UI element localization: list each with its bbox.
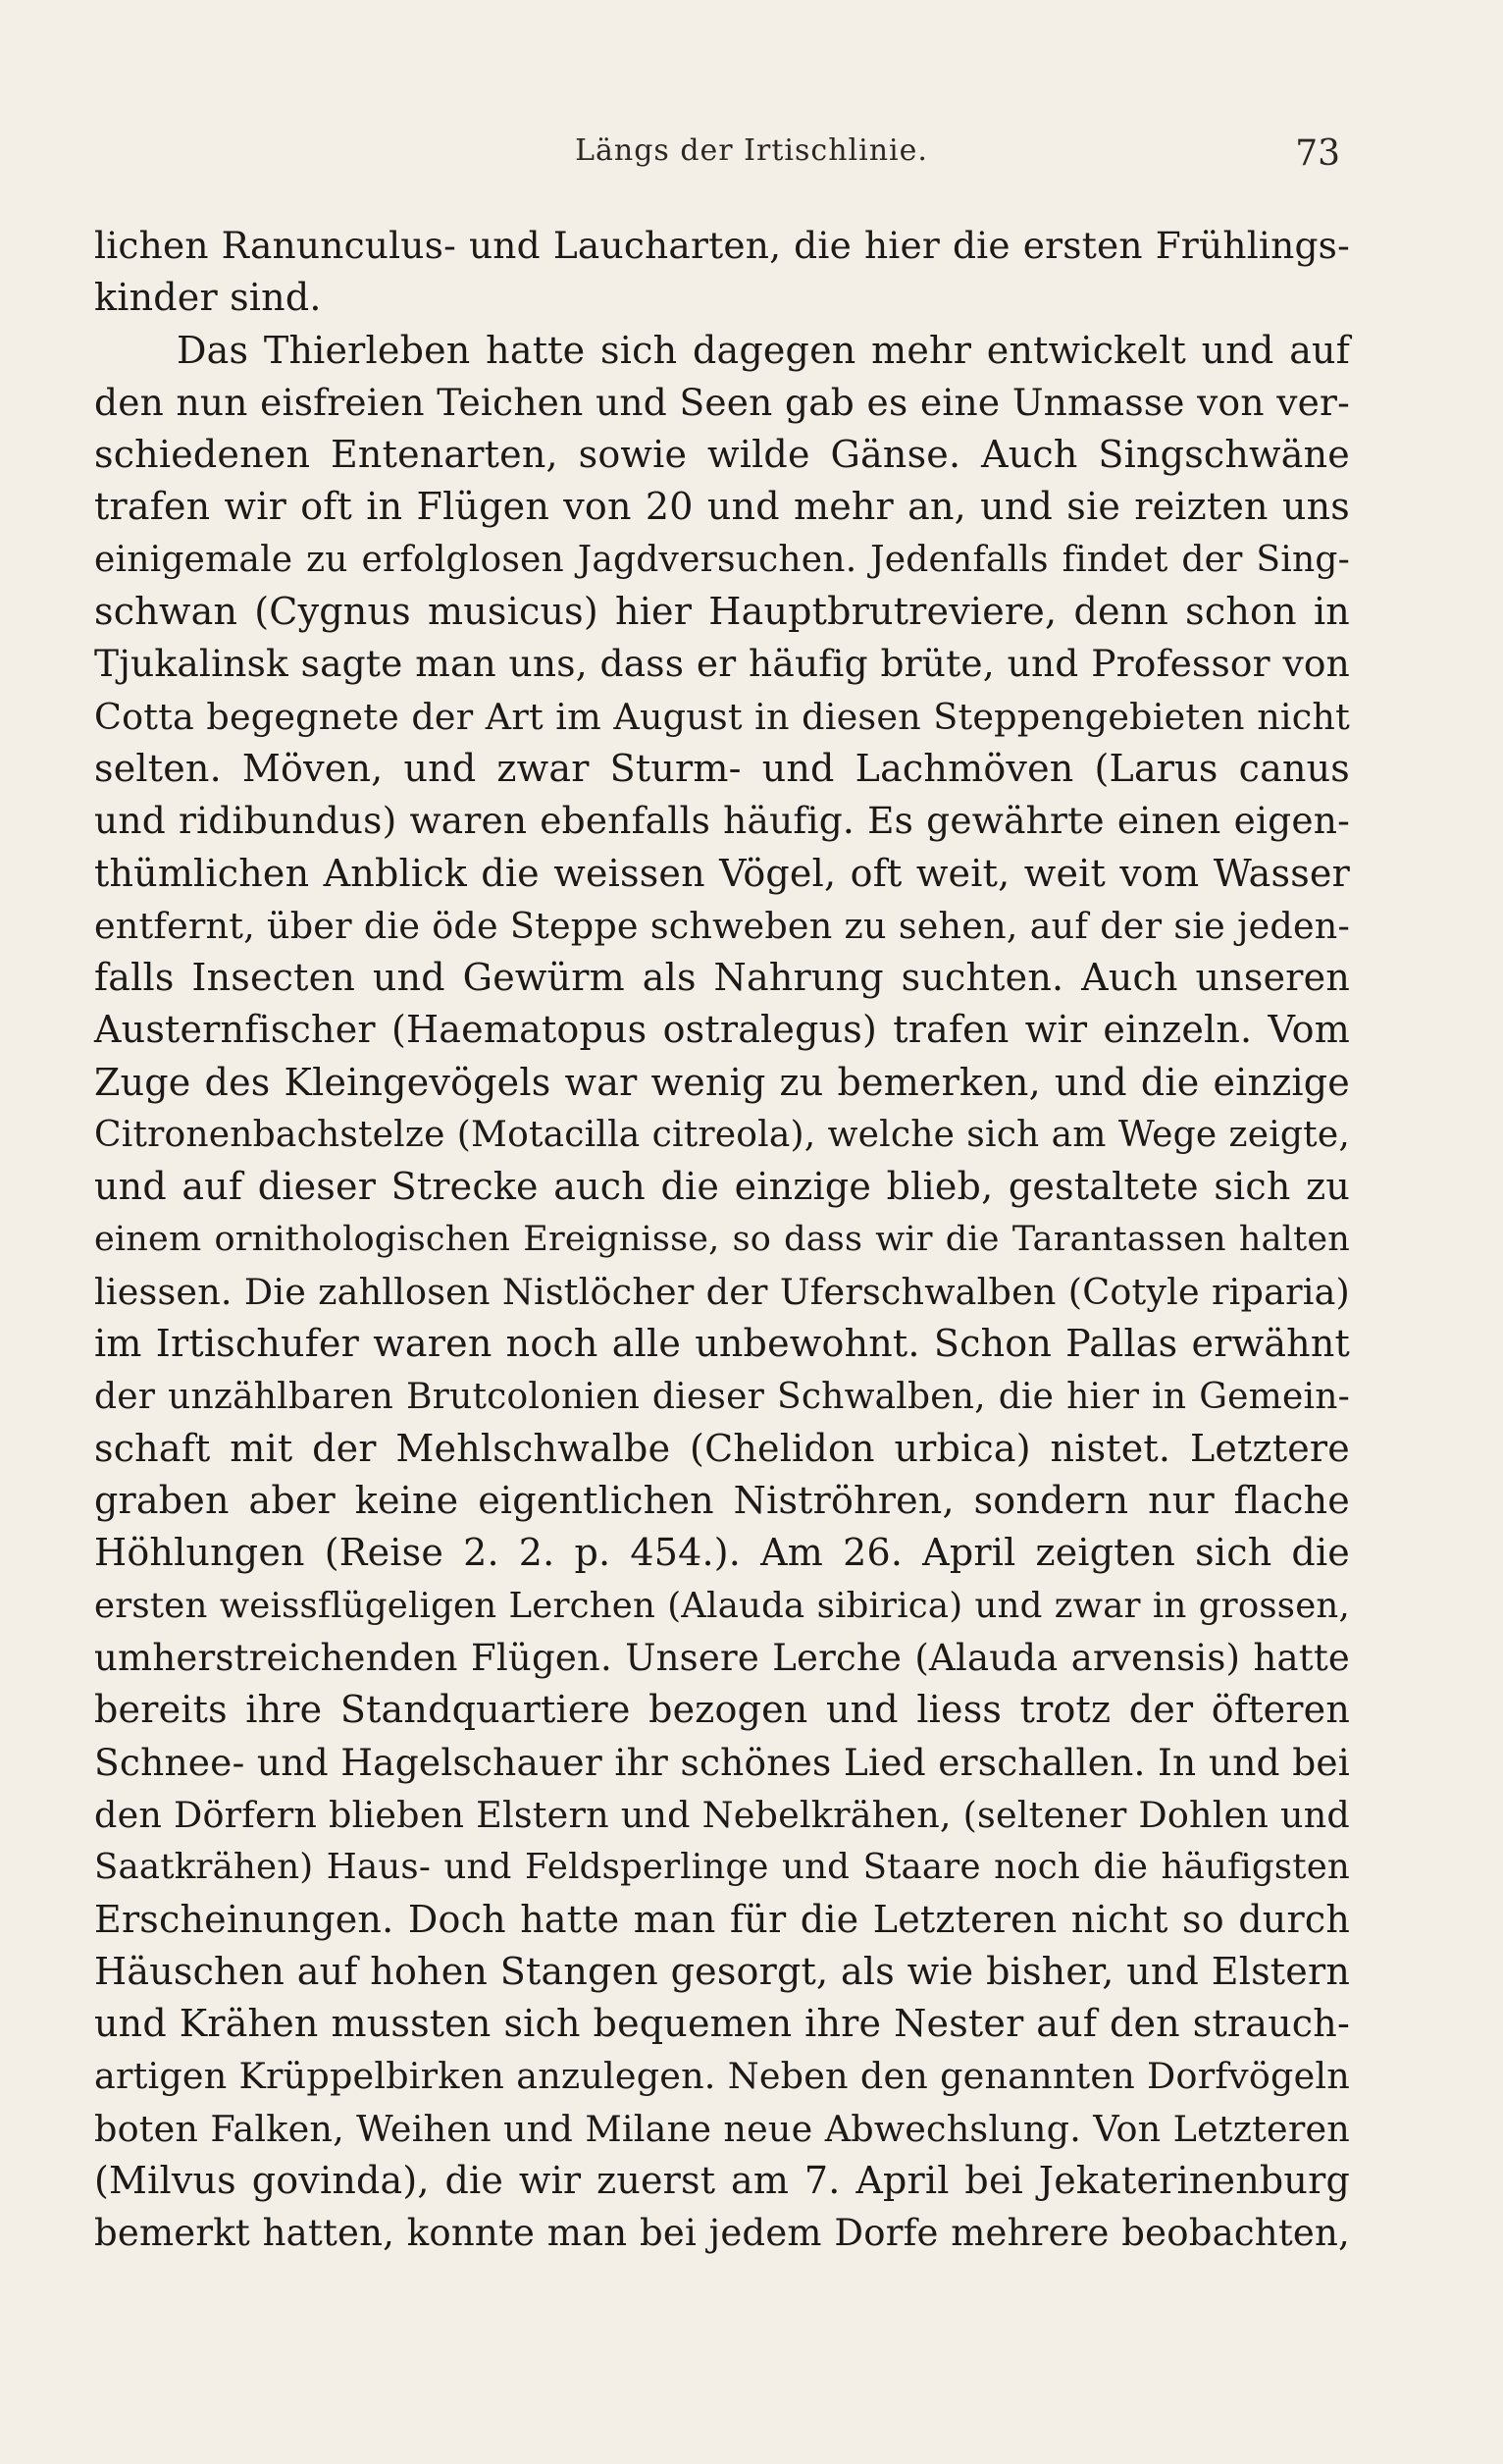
text-line: Höhlungen (Reise 2. 2. p. 454.). Am 26. April zeigten sich die — [94, 1531, 1350, 1575]
page-number: 73 — [1295, 133, 1340, 174]
body-text — [94, 220, 1350, 2260]
text-line: graben aber keine eigentlichen Niströhren, sondern nur flache — [94, 1479, 1350, 1523]
text-line: schiedenen Entenarten, sowie wilde Gänse. Auch Singschwäne — [94, 433, 1350, 477]
text-line: und auf dieser Strecke auch die einzige blieb, gestaltete sich zu — [94, 1165, 1350, 1209]
text-line: kinder sind. — [94, 276, 322, 320]
text-line: Schnee- und Hagelschauer ihr schönes Lied erschallen. In und bei — [94, 1740, 1350, 1784]
text-line: und ridibundus) waren ebenfalls häufig. Es gewährte einen eigen- — [94, 799, 1350, 843]
text-line: im Irtischufer waren noch alle unbewohnt. Schon Pallas erwähnt — [94, 1322, 1350, 1366]
text-line: der unzählbaren Brutcolonien dieser Schwalben, die hier in Gemein- — [94, 1376, 1350, 1417]
text-line: umherstreichenden Flügen. Unsere Lerche (Alauda arvensis) hatte — [94, 1637, 1350, 1680]
text-line: Zuge des Kleingevögels war wenig zu bemerken, und die einzige — [94, 1060, 1350, 1104]
text-line: lichen Ranunculus- und Laucharten, die hier die ersten Frühlings- — [94, 224, 1350, 267]
text-line: ersten weissflügeligen Lerchen (Alauda sibirica) und zwar in grossen, — [94, 1585, 1350, 1626]
running-title: Längs der Irtischlinie. — [575, 133, 928, 168]
text-line: falls Insecten und Gewürm als Nahrung suchten. Auch unseren — [94, 956, 1350, 1000]
text-line: liessen. Die zahllosen Nistlöcher der Uferschwalben (Cotyle riparia) — [94, 1270, 1350, 1313]
text-line: Cotta begegnete der Art im August in diesen Steppengebieten nicht — [94, 695, 1350, 738]
text-line: bemerkt hatten, konnte man bei jedem Dorfe mehrere beobachten, — [94, 2212, 1350, 2255]
text-line: einem ornithologischen Ereignisse, so dass wir die Tarantassen halten — [94, 1219, 1350, 1259]
text-line: einigemale zu erfolglosen Jagdversuchen. Jedenfalls findet der Sing- — [94, 539, 1350, 580]
text-line: trafen wir oft in Flügen von 20 und mehr an, und sie reizten uns — [94, 485, 1350, 529]
text-line: schaft mit der Mehlschwalbe (Chelidon urbica) nistet. Letztere — [94, 1426, 1350, 1470]
text-line: thümlichen Anblick die weissen Vögel, oft weit, weit vom Wasser — [94, 851, 1350, 895]
text-line: Tjukalinsk sagte man uns, dass er häufig brüte, und Professor von — [94, 642, 1350, 686]
text-line: Saatkrähen) Haus- und Feldsperlinge und Staare noch die häufigsten — [94, 1847, 1350, 1888]
running-head — [0, 133, 1503, 177]
text-line: Austernfischer (Haematopus ostralegus) trafen wir einzeln. Vom — [94, 1008, 1350, 1052]
text-line: Häuschen auf hohen Stangen gesorgt, als wie bisher, und Elstern — [94, 1949, 1350, 1993]
text-line: Citronenbachstelze (Motacilla citreola), welche sich am Wege zeigte, — [94, 1115, 1350, 1156]
text-line: Erscheinungen. Doch hatte man für die Letzteren nicht so durch — [94, 1897, 1350, 1941]
text-line: den Dörfern blieben Elstern und Nebelkrähen, (seltener Dohlen und — [94, 1793, 1350, 1836]
text-line: den nun eisfreien Teichen und Seen gab es eine Unmasse von ver- — [94, 380, 1350, 424]
text-line: entfernt, über die öde Steppe schweben zu sehen, auf der sie jeden- — [94, 904, 1350, 947]
text-line: und Krähen mussten sich bequemen ihre Nester auf den strauch- — [94, 2002, 1350, 2046]
text-line: artigen Krüppelbirken anzulegen. Neben den genannten Dorfvögeln — [94, 2055, 1350, 2098]
text-line: (Milvus govinda), die wir zuerst am 7. April bei Jekaterinenburg — [94, 2158, 1350, 2202]
text-line: schwan (Cygnus musicus) hier Hauptbrutreviere, denn schon in — [94, 590, 1350, 634]
text-line: bereits ihre Standquartiere bezogen und liess trotz der öfteren — [94, 1688, 1350, 1732]
text-line: boten Falken, Weihen und Milane neue Abwechslung. Von Letzteren — [94, 2107, 1350, 2150]
text-line: selten. Möven, und zwar Sturm- und Lachmöven (Larus canus — [94, 746, 1350, 790]
paragraph-start-line: Das Thierleben hatte sich dagegen mehr entwickelt und auf — [177, 328, 1350, 372]
